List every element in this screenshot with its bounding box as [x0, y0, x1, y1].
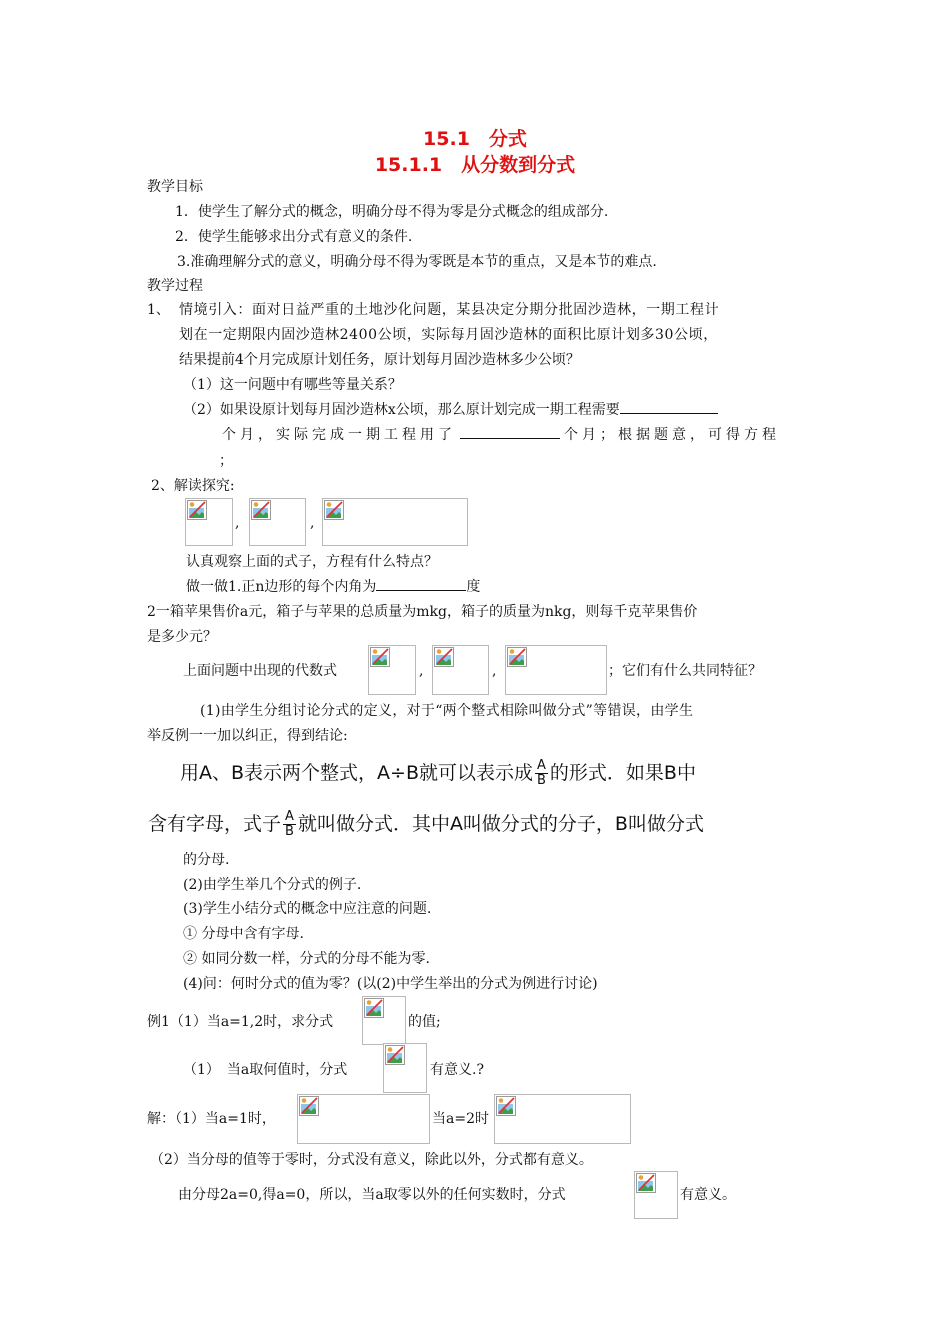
- page-title: 15.1 分式: [423, 128, 527, 150]
- exercise-unit: 度: [466, 579, 481, 595]
- discussion-line-2: 举反例一一加以纠正，得到结论:: [147, 728, 348, 744]
- goals-heading: 教学目标: [147, 179, 203, 195]
- comma: ,: [419, 663, 424, 679]
- question-2-line-b: [222, 426, 780, 444]
- step-3: (3)学生小结分式的概念中应注意的问题.: [183, 901, 432, 917]
- comma: ,: [492, 663, 497, 679]
- discussion-line-1: (1)由学生分组讨论分式的定义，对于“两个整式相除叫做分式”等错误，由学生: [200, 703, 694, 719]
- formula-image: [634, 1171, 678, 1219]
- broken-image-icon: [507, 647, 527, 667]
- formula-image: [362, 996, 406, 1045]
- comma: ,: [235, 515, 240, 531]
- fraction-numerator: A: [283, 810, 296, 825]
- scenario-line-2: 划在一定期限内固沙造林2400公顷，实际每月固沙造林的面积比原计划多30公顷，: [179, 327, 718, 343]
- algebraic-prompt: 上面问题中出现的代数式: [183, 663, 337, 679]
- definition-text: 的形式．如果B中: [549, 762, 696, 784]
- answer-blank: [376, 590, 466, 591]
- goal-2: 2．使学生能够求出分式有意义的条件.: [175, 229, 413, 245]
- fraction-denominator: B: [285, 824, 294, 839]
- question-2-text: （2）如果设原计划每月固沙造林x公顷，那么原计划完成一期工程需要: [183, 402, 620, 418]
- apple-problem-line-1: 2一箱苹果售价a元，箱子与苹果的总质量为mkg，箱子的质量为nkg，则每千克苹果售价: [147, 604, 698, 620]
- broken-image-icon: [324, 500, 344, 520]
- exercise-text: 做一做1.正n边形的每个内角为: [186, 579, 377, 595]
- formula-image: [432, 645, 489, 695]
- section-2-heading: 2、解读探究:: [151, 478, 235, 494]
- note-2: ② 如同分数一样，分式的分母不能为零.: [183, 951, 430, 967]
- question-2-line-c: ；: [219, 453, 233, 469]
- broken-image-icon: [299, 1096, 319, 1116]
- formula-image: [297, 1094, 430, 1144]
- algebraic-question: ；它们有什么共同特征？: [608, 663, 762, 679]
- example-2-text: （1） 当a取何值时，分式: [183, 1062, 348, 1078]
- definition-line-1: [180, 759, 696, 788]
- question-2-text-b1: 个月，实际完成一期工程用了: [222, 427, 456, 443]
- solution-2: （2）当分母的值等于零时，分式没有意义，除此以外，分式都有意义。: [150, 1152, 593, 1168]
- scenario-line-1: 情境引入：面对日益严重的土地沙化问题，某县决定分期分批固沙造林，一期工程计: [179, 302, 720, 318]
- comma: ,: [310, 515, 315, 531]
- broken-image-icon: [364, 998, 384, 1018]
- formula-image: [185, 498, 233, 546]
- broken-image-icon: [636, 1173, 656, 1193]
- observe-prompt: 认真观察上面的式子，方程有什么特点？: [186, 554, 438, 570]
- definition-text: 就叫做分式．其中A叫做分式的分子，B叫做分式: [297, 813, 704, 835]
- broken-image-icon: [187, 500, 207, 520]
- definition-line-3: 的分母.: [183, 852, 230, 868]
- definition-text: 用A、B表示两个整式，A÷B就可以表示成: [180, 762, 533, 784]
- fraction-denominator: B: [537, 773, 546, 788]
- solution-3-suffix: 有意义。: [680, 1187, 736, 1203]
- solution-text-b: 当a=2时: [432, 1111, 489, 1127]
- step-4: (4)问：何时分式的值为零？(以(2)中学生举出的分式为例进行讨论): [183, 976, 598, 992]
- broken-image-icon: [434, 647, 454, 667]
- formula-image: [383, 1043, 427, 1093]
- definition-text: 含有字母，式子: [148, 813, 282, 835]
- example-1-suffix: 的值;: [408, 1014, 441, 1030]
- answer-blank: [620, 413, 718, 414]
- step-2: (2)由学生举几个分式的例子.: [183, 877, 362, 893]
- exercise-interior-angle: [186, 578, 480, 596]
- example-1-text: 例1（1）当a=1,2时，求分式: [147, 1014, 334, 1030]
- formula-image: [505, 645, 607, 695]
- formula-image: [249, 498, 306, 546]
- solution-text-a: 解：（1）当a=1时，: [147, 1111, 276, 1127]
- scenario-line-3: 结果提前4个月完成原计划任务，原计划每月固沙造林多少公顷？: [179, 352, 580, 368]
- question-2-text-b2: 个月；根据题意，可得方程: [564, 427, 780, 443]
- goal-3: 3.准确理解分式的意义，明确分母不得为零既是本节的重点，又是本节的难点.: [177, 254, 657, 270]
- definition-line-2: [148, 810, 704, 839]
- page-subtitle: 15.1.1 从分数到分式: [374, 154, 576, 176]
- section-1-number: 1、: [147, 302, 170, 318]
- apple-problem-line-2: 是多少元？: [147, 629, 217, 645]
- fraction-a-over-b: [283, 810, 296, 839]
- formula-image: [494, 1094, 631, 1144]
- formula-image: [368, 645, 416, 695]
- answer-blank: [460, 438, 560, 439]
- note-1: ① 分母中含有字母.: [183, 926, 304, 942]
- process-heading: 教学过程: [147, 278, 203, 294]
- broken-image-icon: [370, 647, 390, 667]
- fraction-a-over-b: [535, 759, 548, 788]
- question-1: （1）这一问题中有哪些等量关系？: [183, 377, 402, 393]
- question-2-line-a: [183, 401, 718, 419]
- example-2-suffix: 有意义.?: [430, 1062, 484, 1078]
- fraction-numerator: A: [535, 759, 548, 774]
- formula-image: [322, 498, 468, 546]
- broken-image-icon: [385, 1045, 405, 1065]
- solution-3-text: 由分母2a=0,得a=0，所以，当a取零以外的任何实数时，分式: [178, 1187, 566, 1203]
- broken-image-icon: [496, 1096, 516, 1116]
- goal-1: 1．使学生了解分式的概念，明确分母不得为零是分式概念的组成部分.: [175, 204, 609, 220]
- broken-image-icon: [251, 500, 271, 520]
